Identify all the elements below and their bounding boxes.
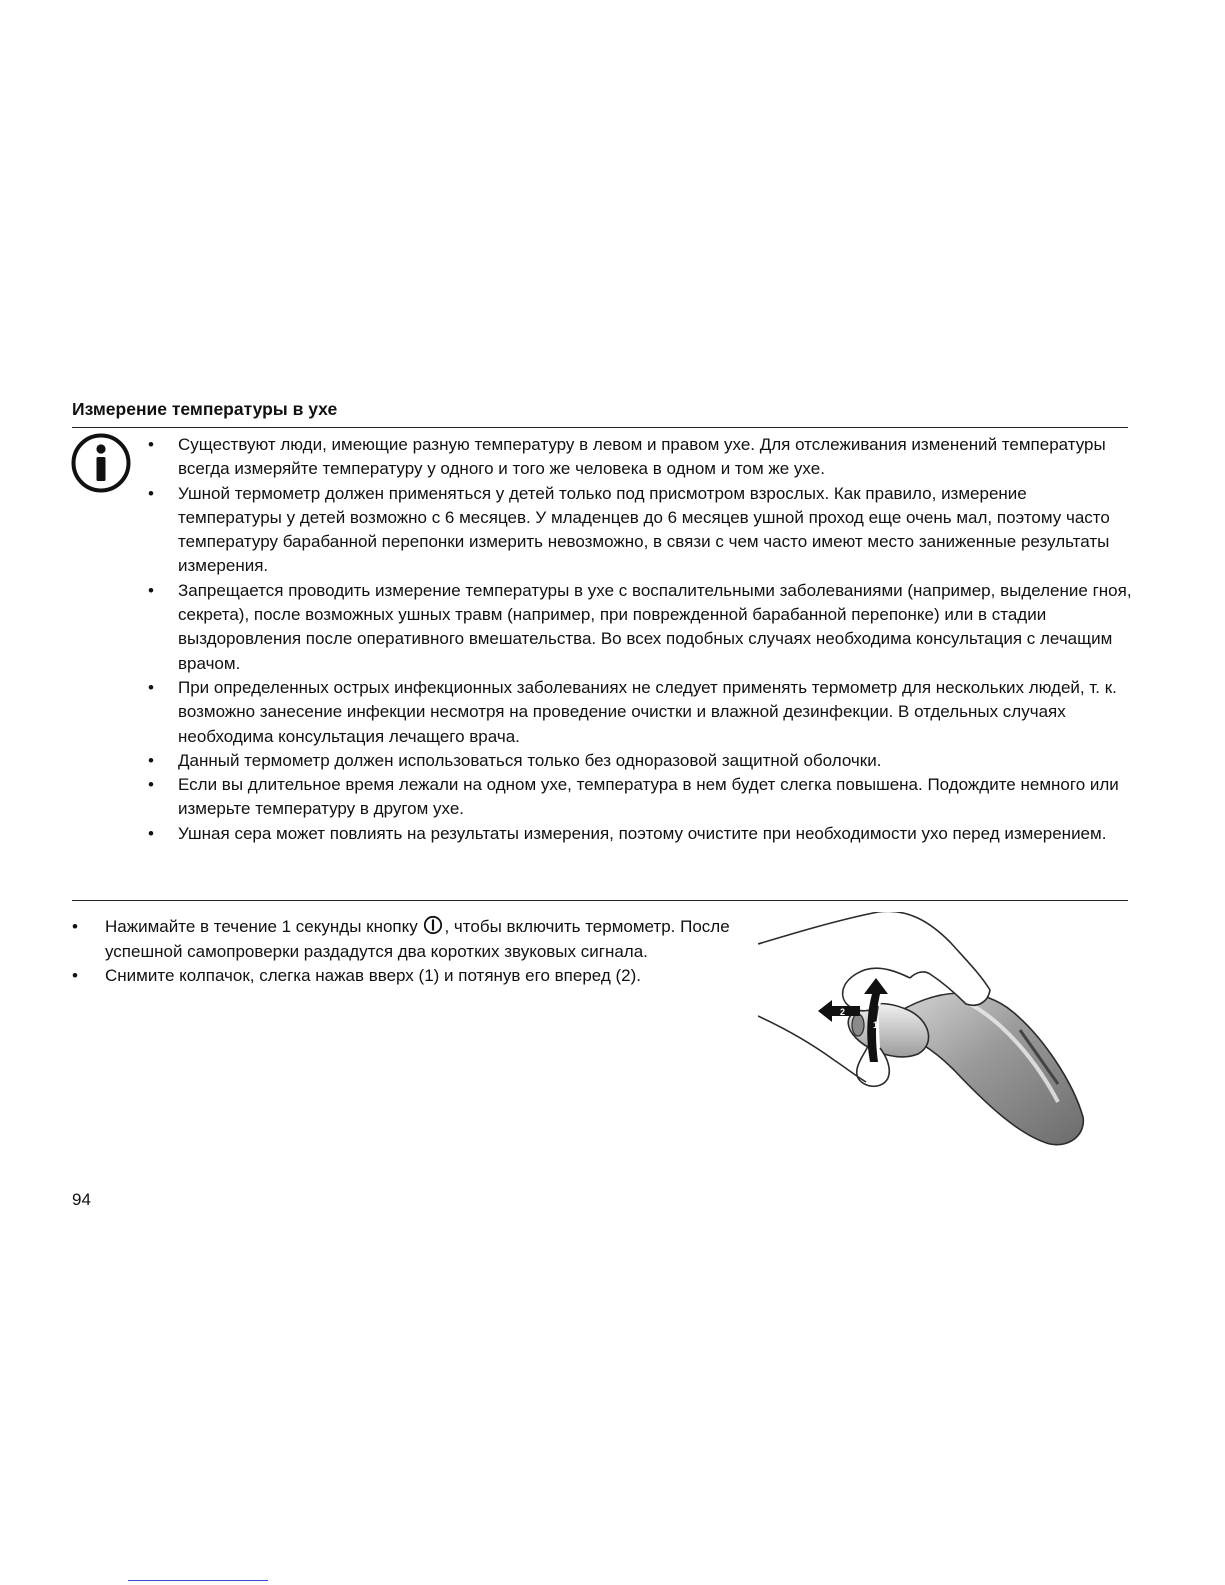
section-title: Измерение температуры в ухе [72,399,338,419]
steps-list [72,915,752,989]
bullet: • [148,677,154,697]
step-text-after: , чтобы включить термометр. После успешной самопроверки раздадутся два коротких звуковых сигнала. [105,917,730,961]
bullet: • [148,775,154,795]
info-circle-icon [70,432,132,494]
info-item-text: Ушная сера может повлиять на результаты измерения, поэтому очистите при необходимости ухо перед измерением. [178,823,1107,843]
bullet: • [148,435,154,454]
info-item-text: Запрещается проводить измерение температуры в ухе с воспалительными заболеваниями (например, выделение гноя, секрета), после возможных ушных травм (например, при поврежденной барабанной перепонке) или в стадии выздоровления после оперативного вмешательства. Во всех подобных случаях необходима консультация с лечащим врачом. [178,580,1132,673]
bullet: • [148,823,154,843]
top-divider [72,427,1128,428]
bullet: • [148,750,154,770]
step-item [72,915,752,964]
arrow-up-label: 1 [873,1020,879,1030]
step-item [72,964,752,989]
bullet: • [72,966,78,985]
step-text: Снимите колпачок, слегка нажав вверх (1) и потянув его вперед (2). [105,966,641,985]
info-item-text: Данный термометр должен использоваться только без одноразовой защитной оболочки. [178,750,882,770]
info-item [148,579,1133,676]
hand-removing-cap-illustration [758,912,1088,1162]
bullet: • [148,580,154,600]
page-number: 94 [72,1190,91,1209]
info-item [148,482,1133,579]
step-text-before: Нажимайте в течение 1 секунды кнопку [105,917,423,936]
info-item [148,773,1133,822]
bottom-divider [72,900,1128,901]
info-item-text: Если вы длительное время лежали на одном ухе, температура в нем будет слегка повышена. Подождите немного или измерьте температуру в другом ухе. [178,775,1119,819]
info-item-text: Существуют люди, имеющие разную температуру в левом и правом ухе. Для отслеживания изменений температуры всегда измеряйте температуру у одного и того же человека в одном и том же ухе. [178,435,1106,479]
bullet: • [148,483,154,503]
info-item [148,822,1133,846]
info-list [148,433,1133,846]
info-item-text: При определенных острых инфекционных заболеваниях не следует применять термометр для нескольких людей, т. к. возможно занесение инфекции несмотря на проведение очистки и влажной дезинфекции. В отдельных случаях необходима консультация лечащего врача. [178,677,1117,746]
info-item [148,749,1133,773]
info-item [148,676,1133,749]
footer-link-underline [128,1580,268,1581]
info-item-text: Ушной термометр должен применяться у детей только под присмотром взрослых. Как правило, измерение температуры у детей возможно с 6 месяцев. У младенцев до 6 месяцев ушной проход еще очень мал, поэтому часто температуру барабанной перепонки измерить невозможно, в связи с чем часто имеют место заниженные результаты измерения. [178,483,1110,576]
bullet: • [72,917,78,936]
arrow-left-label: 2 [840,1007,846,1017]
info-item [148,433,1133,482]
power-button-icon [423,915,443,935]
